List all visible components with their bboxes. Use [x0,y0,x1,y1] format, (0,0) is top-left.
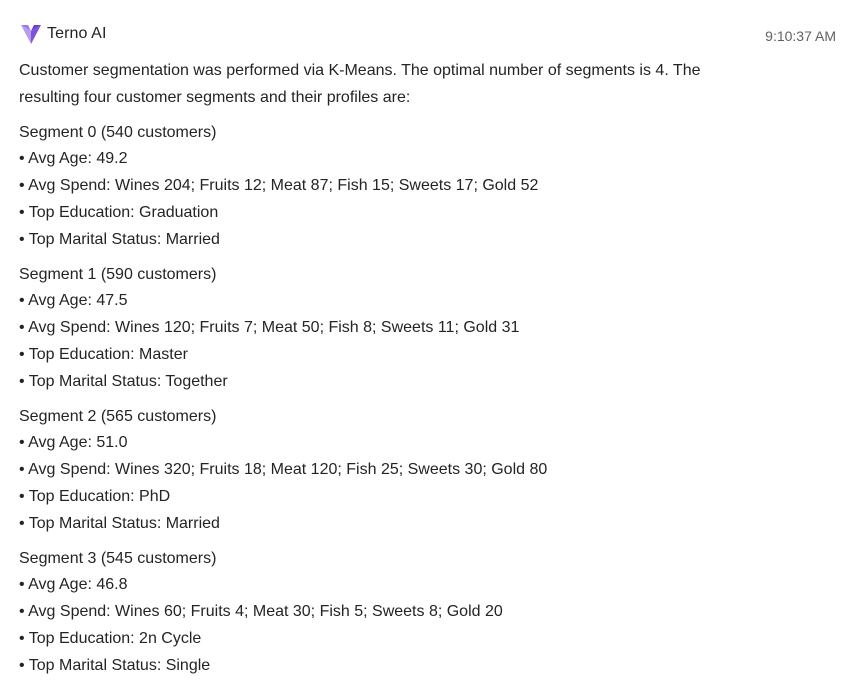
segment-spend: • Avg Spend: Wines 204; Fruits 12; Meat 87; Fish 15; Sweets 17; Gold 52 [19,177,539,195]
terno-logo-icon [19,22,43,46]
message-body [19,58,819,688]
segment-title: Segment 2 (565 customers) [19,407,217,425]
segment-block [19,262,819,396]
segment-age: • Avg Age: 49.2 [19,150,128,168]
segment-education: • Top Education: Graduation [19,203,219,221]
segment-marital-status: • Top Marital Status: Married [19,230,220,248]
segment-education: • Top Education: PhD [19,487,171,505]
segment-block [19,546,819,680]
segment-education: • Top Education: Master [19,345,188,363]
segment-title: Segment 3 (545 customers) [19,549,217,567]
segment-title: Segment 1 (590 customers) [19,265,217,283]
message-timestamp: 9:10:37 AM [765,28,836,44]
segment-spend: • Avg Spend: Wines 60; Fruits 4; Meat 30; Fish 5; Sweets 8; Gold 20 [19,603,503,621]
sender-name: Terno AI [47,25,107,42]
segment-block [19,404,819,538]
intro-paragraph [19,58,819,112]
segment-education: • Top Education: 2n Cycle [19,629,202,647]
segment-age: • Avg Age: 47.5 [19,292,128,310]
intro-line: resulting four customer segments and their profiles are: [19,88,411,106]
segment-marital-status: • Top Marital Status: Single [19,656,211,674]
message-header [19,22,107,46]
segment-spend: • Avg Spend: Wines 120; Fruits 7; Meat 50; Fish 8; Sweets 11; Gold 31 [19,319,520,337]
segment-title: Segment 0 (540 customers) [19,123,217,141]
segment-marital-status: • Top Marital Status: Married [19,514,220,532]
segment-age: • Avg Age: 46.8 [19,576,128,594]
segment-block [19,120,819,254]
segment-spend: • Avg Spend: Wines 320; Fruits 18; Meat 120; Fish 25; Sweets 30; Gold 80 [19,461,548,479]
intro-line: Customer segmentation was performed via K-Means. The optimal number of segments is 4. The [19,62,701,79]
segment-marital-status: • Top Marital Status: Together [19,372,228,390]
segment-age: • Avg Age: 51.0 [19,434,128,452]
